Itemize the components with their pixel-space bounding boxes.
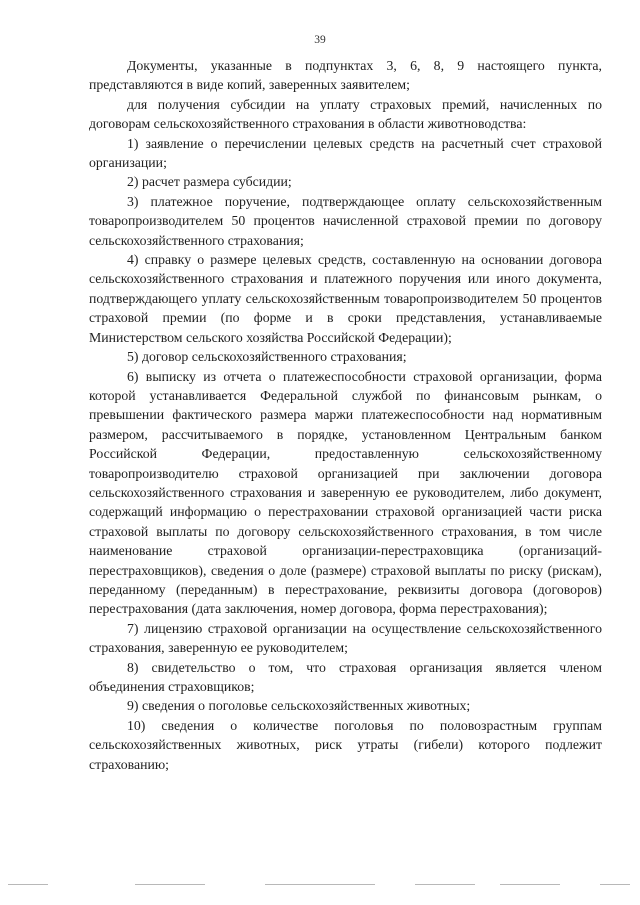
paragraph: для получения субсидии на уплату страховых премий, начисленных по договорам сельскохозяйственного страхования в области животноводства: [89,96,602,132]
paragraph: 5) договор сельскохозяйственного страхования; [127,349,407,365]
scan-artifact-line [0,884,640,888]
paragraph: 10) сведения о количестве поголовья по половозрастным группам сельскохозяйственных животных, риск утраты (гибели) которого подлежит страхованию; [89,717,602,772]
page-number: 39 [314,34,326,46]
paragraph: Документы, указанные в подпунктах 3, 6, 8, 9 настоящего пункта, представляются в виде копий, заверенных заявителем; [89,58,602,93]
document-body [89,56,602,774]
paragraph: 7) лицензию страховой организации на осуществление сельскохозяйственного страхования, заверенную ее руководителем; [89,620,602,656]
paragraph: 8) свидетельство о том, что страховая организация является членом объединения страховщиков; [89,659,602,694]
paragraph: 4) справку о размере целевых средств, составленную на основании договора сельскохозяйственного страхования и платежного поручения или иного документа, подтверждающего уплату сельскохозяйственным товаропроизводителем 50 процентов страховой премии (по форме и в сроки представления, устанавливаемые Министерством сельского хозяйства Российской Федерации); [89,252,602,345]
paragraph: 9) сведения о поголовье сельскохозяйственных животных; [127,698,471,714]
paragraph: 3) платежное поручение, подтверждающее оплату сельскохозяйственным товаропроизводителем 50 процентов начисленной страховой премии по договору сельскохозяйственного страхования; [89,193,602,248]
paragraph: 6) выписку из отчета о платежеспособности страховой организации, форма которой устанавливается Федеральной службой по финансовым рынкам, о превышении фактического размера маржи платежеспособности над нормативным размером, рассчитываемого в порядке, установленном Центральным банком Российской Федерации, предоставленную сельскохозяйственному товаропроизводителю страховой организацией при заключении договора сельскохозяйственного страхования и заверенную ее руководителем, либо документ, содержащий информацию о перестраховании страховой организацией части риска страховой выплаты по договору сельскохозяйственного страхования, в том числе наименование страховой организации-перестраховщика (организаций-перестраховщиков), сведения о доле (размере) страховой выплаты по риску (рискам), переданному (переданным) в перестрахование, реквизиты договора (договоров) перестрахования (дата заключения, номер договора, форма перестрахования); [89,368,602,617]
paragraph: 2) расчет размера субсидии; [127,174,292,190]
paragraph: 1) заявление о перечислении целевых средств на расчетный счет страховой организации; [89,135,602,171]
